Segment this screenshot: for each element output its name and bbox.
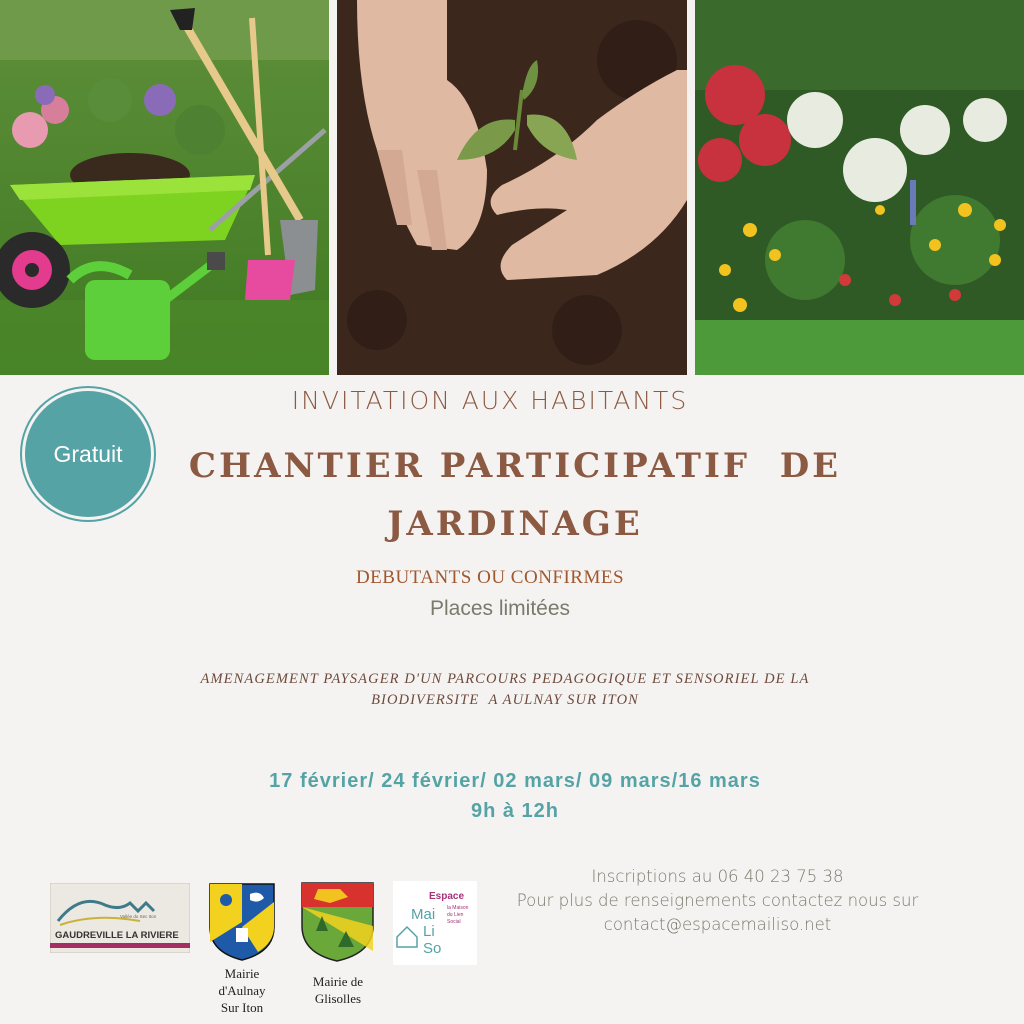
title-line-2: JARDINAGE — [387, 504, 643, 544]
mailiso-so: So — [423, 940, 442, 957]
session-dates: 17 février/ 24 février/ 02 mars/ 09 mars/16 mars — [269, 770, 761, 792]
description-line-2: BIODIVERSITE A AULNAY SUR ITON — [371, 692, 639, 708]
free-badge-label: Gratuit — [53, 440, 123, 467]
photo-flower-bed — [695, 0, 1024, 375]
aulnay-caption — [200, 965, 284, 1016]
espace-mailiso-logo — [393, 881, 477, 965]
title-line-1: CHANTIER PARTICIPATIF DE — [188, 446, 842, 486]
aulnay-caption-line-2: d'Aulnay — [218, 983, 266, 998]
mailiso-sub-3: Social — [447, 919, 461, 925]
mailiso-sub-2: du Lien — [447, 912, 464, 918]
project-description — [170, 669, 840, 711]
photo-hands-planting — [337, 0, 687, 375]
places-limited: Places limitées — [429, 597, 571, 620]
contact-email: contact@espacemailiso.net — [603, 915, 832, 934]
mailiso-sub-1: la Maison — [447, 905, 469, 911]
glisolles-caption-line-2: Glisolles — [314, 991, 362, 1006]
registration-phone: Inscriptions au 06 40 23 75 38 — [591, 867, 844, 886]
mailiso-mai: Mai — [411, 906, 436, 923]
photo-strip — [0, 0, 1024, 375]
gaudreville-logo — [50, 883, 190, 953]
gaudreville-name: GAUDREVILLE LA RIVIERE — [55, 930, 179, 941]
aulnay-caption-line-3: Sur Iton — [220, 1000, 264, 1015]
gaudreville-tagline: Vallée du Sec Iton — [120, 914, 157, 919]
aulnay-coat-of-arms — [208, 882, 276, 962]
invitation-heading: INVITATION AUX HABITANTS — [291, 386, 689, 415]
glisolles-caption-line-1: Mairie de — [312, 974, 364, 989]
glisolles-coat-of-arms — [300, 881, 375, 963]
session-hours: 9h à 12h — [470, 800, 560, 822]
contact-block — [505, 865, 930, 937]
mailiso-li: Li — [423, 923, 435, 940]
mailiso-espace: Espace — [429, 891, 465, 902]
aulnay-caption-line-1: Mairie — [224, 966, 260, 981]
contact-intro: Pour plus de renseignements contactez nous sur — [516, 891, 919, 910]
description-line-1: AMENAGEMENT PAYSAGER D'UN PARCOURS PEDAGOGIQUE ET SENSORIEL DE LA — [200, 671, 810, 687]
level-subtitle: DEBUTANTS OU CONFIRMES — [355, 567, 625, 588]
glisolles-caption — [296, 973, 380, 1007]
free-badge — [25, 391, 151, 517]
photo-garden-tools — [0, 0, 329, 375]
